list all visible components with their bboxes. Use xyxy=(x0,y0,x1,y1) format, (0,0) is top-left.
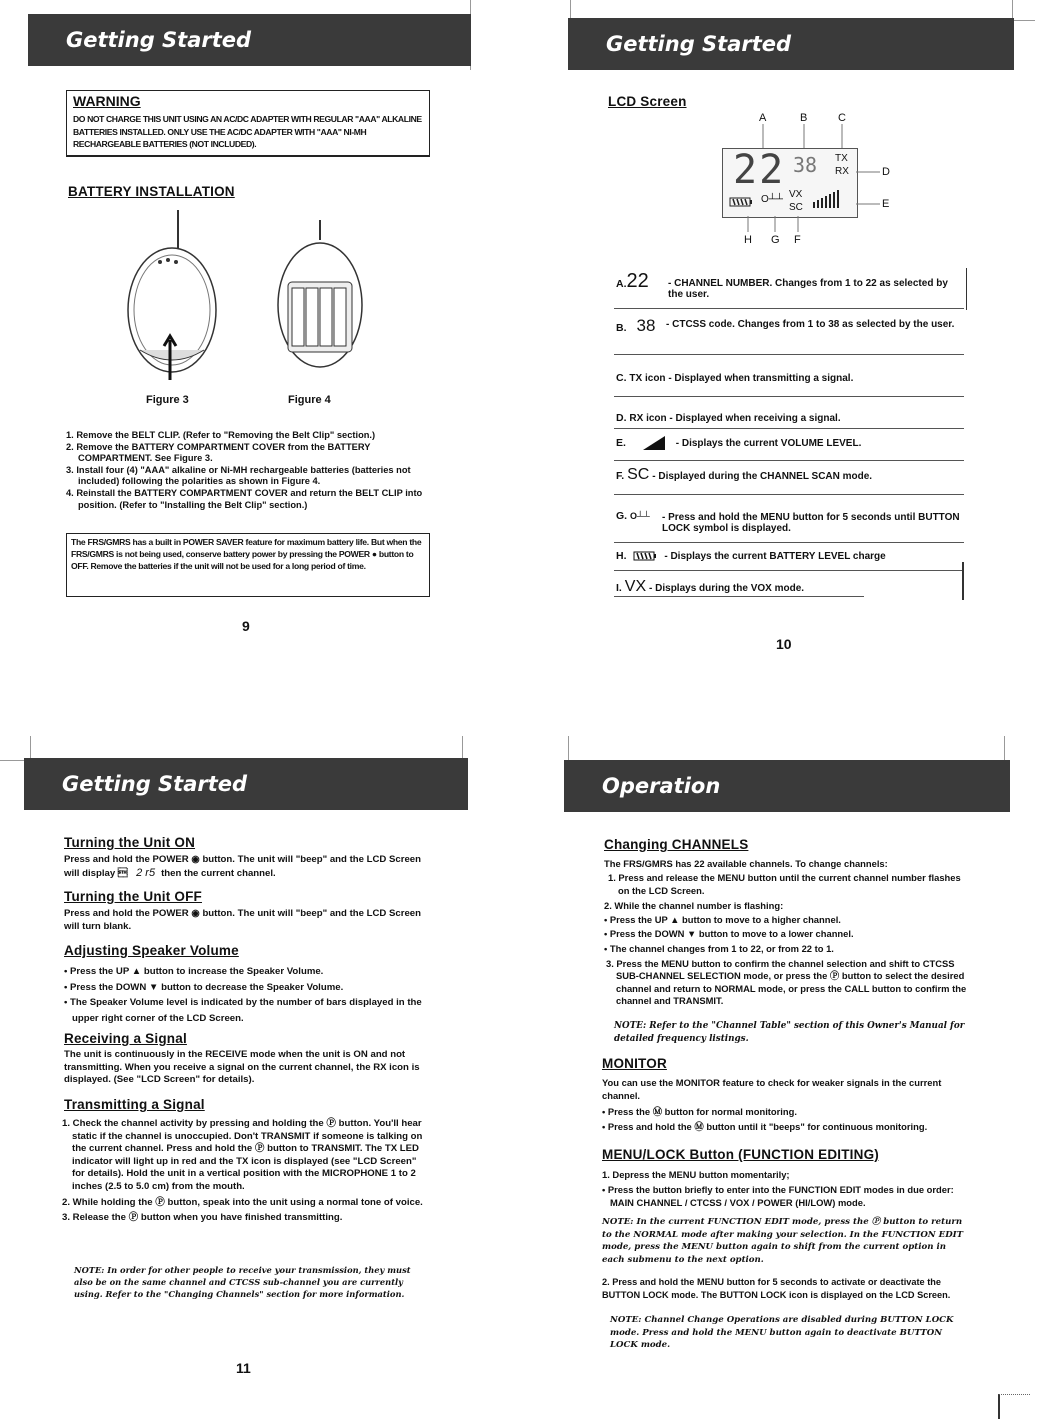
monitor-hold: • Press and hold the Ⓜ button until it "beeps" for continuous monitoring. xyxy=(602,1121,928,1132)
monitor-intro: You can use the MONITOR feature to check for weaker signals in the current channel. xyxy=(602,1077,942,1101)
turning-on-text: Press and hold the POWER ◉ button. The unit will "beep" and the LCD Screen will display  2 r5 then the current channel. xyxy=(64,854,422,879)
lcd-leader-lines xyxy=(720,124,890,234)
speaker-volume-title: Adjusting Speaker Volume xyxy=(64,943,239,958)
lcd-ors-icon: 2 r5 xyxy=(136,866,156,879)
lcd-item-b-symbol: 38 xyxy=(636,316,656,335)
channels-intro: The FRS/GMRS has 22 available channels. To change channels: xyxy=(604,858,888,869)
lcd-screen-title: LCD Screen xyxy=(608,94,687,109)
monitor-title: MONITOR xyxy=(602,1056,667,1071)
power-saver-text: The FRS/GMRS has a built in POWER SAVER feature for maximum battery life. But when the FRS/GMRS is not being used, conserve battery power by pressing the POWER ● button to OFF. Remove the batteries if the unit will not be used for a long period of time. xyxy=(71,537,422,571)
lcd-item-e: E. - Displays the current VOLUME LEVEL. xyxy=(616,436,862,449)
menu-lock-title: MENU/LOCK Button (FUNCTION EDITING) xyxy=(602,1147,879,1162)
channels-step-3: 3. Press the MENU button to confirm the channel selection and shift to CTCSS SUB-CHANNEL SELECTION mode, or press the Ⓟ button to select the desired channel and return to NORMAL mode, or press the CALL button to confirm the channel and TRANSMIT. xyxy=(606,958,967,1006)
receiving-text: The unit is continuously in the RECEIVE mode when the unit is ON and not transmitting. When you receive a signal on the current channel, the RX icon is displayed. (See "LCD Screen" for details). xyxy=(64,1049,420,1086)
lcd-item-b: B. 38 - CTCSS code. Changes from 1 to 38 as selected by the user. xyxy=(616,316,964,336)
channel-table-note: NOTE: Refer to the "Channel Table" section of this Owner's Manual for detailed frequency listings. xyxy=(614,1021,965,1044)
page9-header: Getting Started xyxy=(28,14,471,66)
button-lock-note: NOTE: Channel Change Operations are disabled during BUTTON LOCK mode. Press and hold the MENU button again to deactivate BUTTON LOCK mode. xyxy=(610,1315,954,1350)
battery-installation-title: BATTERY INSTALLATION xyxy=(68,184,235,199)
transmit-note: NOTE: In order for other people to receive your transmission, they must also be on the same channel and CTCSS sub-channel you are currently using. Refer to the "Changing Channels" section for more information. xyxy=(74,1265,411,1299)
menu-lock-text xyxy=(602,1168,970,1209)
figure3-caption: Figure 3 xyxy=(146,394,189,406)
volume-down-line: • Press the DOWN ▼ button to decrease the Speaker Volume. xyxy=(64,981,344,993)
step-1: 1. Remove the BELT CLIP. (Refer to "Removing the Belt Clip" section.) xyxy=(66,430,376,440)
step-2: 2. Remove the BATTERY COMPARTMENT COVER from the BATTERY COMPARTMENT. See Figure 3. xyxy=(66,441,371,464)
step-3: 3. Install four (4) "AAA" alkaline or Ni-MH rechargeable batteries (batteries not included) following the polarities as shown in Figure 4. xyxy=(66,464,411,487)
function-edit-note: NOTE: In the current FUNCTION EDIT mode, press the Ⓟ button to return to the NORMAL mode after making your selection. In the FUNCTION EDIT mode, press the MENU button again to shift from the current option in each submenu to the next option. xyxy=(602,1217,964,1265)
transmit-step-3: 3. Release the Ⓟ button when you have finished transmitting. xyxy=(62,1212,343,1224)
lcd-label-g: G xyxy=(771,234,780,246)
battery-steps xyxy=(66,430,430,511)
turning-off-text: Press and hold the POWER ◉ button. The unit will "beep" and the LCD Screen will turn blank. xyxy=(64,908,422,932)
lcd-item-a-symbol: 22 xyxy=(626,270,649,292)
lcd-item-h-desc: - Displays the current BATTERY LEVEL charge xyxy=(664,551,886,562)
lcd-label-f: F xyxy=(794,234,801,246)
transmitting-text xyxy=(62,1118,430,1225)
lcd-item-f-desc: - Displayed during the CHANNEL SCAN mode. xyxy=(652,471,873,482)
lcd-tx-icon: TX xyxy=(835,153,848,164)
lcd-item-i-desc: - Displays during the VOX mode. xyxy=(649,583,805,594)
volume-icon xyxy=(643,436,665,450)
page11-header: Getting Started xyxy=(24,758,468,810)
lcd-label-d: D xyxy=(882,166,890,178)
lcd-item-a: A.22 - CHANNEL NUMBER. Changes from 1 to 22 as selected by the user. xyxy=(616,270,964,293)
lcd-item-b-desc: - CTCSS code. Changes from 1 to 38 as selected by the user. xyxy=(666,319,955,330)
lcd-label-e: E xyxy=(882,198,890,210)
lcd-ctcss-digits: 38 xyxy=(793,153,818,177)
figure3-illustration xyxy=(120,210,230,390)
monitor-text xyxy=(602,1076,970,1133)
channels-up: • Press the UP ▲ button to move to a higher channel. xyxy=(604,914,841,926)
channels-range: • The channel changes from 1 to 22, or from 22 to 1. xyxy=(604,942,834,954)
turning-off-title: Turning the Unit OFF xyxy=(64,889,202,904)
battery-icon xyxy=(633,551,657,561)
lcd-item-c-desc: TX icon - Displayed when transmitting a signal. xyxy=(629,373,854,384)
channels-step-2: 2. While the channel number is flashing: xyxy=(604,899,784,911)
volume-level-line: • The Speaker Volume level is indicated by the number of bars displayed in the upper right corner of the LCD Screen. xyxy=(64,997,422,1024)
channels-step-1: 1. Press and release the MENU button until the current channel number flashes on the LCD Screen. xyxy=(608,872,961,896)
figure4-caption: Figure 4 xyxy=(288,394,331,406)
warning-text: DO NOT CHARGE THIS UNIT USING AN AC/DC ADAPTER WITH REGULAR "AAA" ALKALINE BATTERIES INSTALLED. ONLY USE THE AC/DC ADAPTER WITH "AAA" NI-MH RECHARGEABLE BATTERIES (NOT INCLUDED). xyxy=(73,114,422,149)
transmitting-title: Transmitting a Signal xyxy=(64,1097,205,1112)
lcd-rx-icon: RX xyxy=(835,166,849,177)
page10-header: Getting Started xyxy=(568,18,1014,70)
lcd-item-d-desc: RX icon - Displayed when receiving a signal. xyxy=(629,413,841,424)
changing-channels-title: Changing CHANNELS xyxy=(604,837,749,852)
warning-title: WARNING xyxy=(73,93,141,109)
lcd-item-f-symbol: SC xyxy=(627,466,650,483)
corner-mark xyxy=(998,1394,1030,1419)
menu-step-1: 1. Depress the MENU button momentarily; xyxy=(602,1169,790,1180)
lcd-item-d: D. RX icon - Displayed when receiving a signal. xyxy=(616,412,841,424)
page-number-9: 9 xyxy=(242,618,250,634)
power-saver-note xyxy=(66,533,430,597)
page-number-10: 10 xyxy=(776,636,792,652)
lcd-item-h: H. - Displays the current BATTERY LEVEL charge xyxy=(616,550,886,562)
monitor-press: • Press the Ⓜ button for normal monitoring. xyxy=(602,1106,797,1117)
page-number-11: 11 xyxy=(236,1360,251,1376)
lcd-vx-icon: VX xyxy=(789,189,803,200)
changing-channels-text xyxy=(604,858,970,1007)
lcd-label-h: H xyxy=(744,234,752,246)
lcd-label-a: A xyxy=(759,112,767,124)
menu-step-1-detail: • Press the button briefly to enter into the FUNCTION EDIT modes in due order: MAIN CHANNEL / CTCSS / VOX / POWER (HI/LOW) mode. xyxy=(602,1184,954,1208)
turning-on-title: Turning the Unit ON xyxy=(64,835,196,850)
channels-down: • Press the DOWN ▼ button to move to a lower channel. xyxy=(604,928,854,940)
lcd-item-c: C. TX icon - Displayed when transmitting a signal. xyxy=(616,372,854,384)
step-4: 4. Reinstall the BATTERY COMPARTMENT COVER and return the BELT CLIP into position. (Refer to "Installing the Belt Clip" section.) xyxy=(66,487,423,510)
lcd-label-c: C xyxy=(838,112,846,124)
speaker-volume-text xyxy=(64,964,430,1026)
transmit-step-2: 2. While holding the Ⓟ button, speak into the unit using a normal tone of voice. xyxy=(62,1196,423,1208)
page12-header: Operation xyxy=(564,760,1010,812)
receiving-title: Receiving a Signal xyxy=(64,1031,187,1046)
lcd-lock-icon: O┴┴ xyxy=(761,194,783,205)
lcd-item-g-symbol: O┴┴ xyxy=(630,511,650,521)
lcd-item-f: F. SC - Displayed during the CHANNEL SCAN mode. xyxy=(616,466,873,483)
volume-up-line: • Press the UP ▲ button to increase the Speaker Volume. xyxy=(64,966,324,977)
button-lock-text: 2. Press and hold the MENU button for 5 seconds to activate or deactivate the BUTTON LOCK mode. The BUTTON LOCK icon is displayed on the LCD Screen. xyxy=(602,1277,951,1300)
lcd-channel-digits: 22 xyxy=(733,147,786,193)
lcd-label-b: B xyxy=(800,112,808,124)
lcd-item-g-desc: - Press and hold the MENU button for 5 seconds until BUTTON LOCK symbol is displayed. xyxy=(662,512,960,534)
transmit-step-1: 1. Check the channel activity by pressing and holding the Ⓟ button. You'll hear static if the channel is unoccupied. Don't TRANSMIT if someone is talking on the current channel. Press and hold the Ⓟ button to TRANSMIT. The TX LED indicator will light up in red and the TX icon is displayed (see "LCD Screen" for details). Hold the unit in a vertical position with the MICROPHONE 1 to 2 inches (2.5 to 5.0 cm) from the mouth. xyxy=(62,1118,423,1192)
lcd-item-e-desc: - Displays the current VOLUME LEVEL. xyxy=(675,437,862,449)
warning-box xyxy=(66,90,430,157)
lcd-sc-icon: SC xyxy=(789,202,803,213)
lcd-item-a-desc: - CHANNEL NUMBER. Changes from 1 to 22 as selected by the user. xyxy=(668,278,948,300)
lcd-item-i: I. VX - Displays during the VOX mode. xyxy=(616,578,805,595)
lcd-item-i-symbol: VX xyxy=(624,578,647,595)
figure4-illustration xyxy=(270,220,370,370)
lcd-item-g: G. O┴┴ - Press and hold the MENU button for 5 seconds until BUTTON LOCK symbol is displayed. xyxy=(616,510,964,522)
